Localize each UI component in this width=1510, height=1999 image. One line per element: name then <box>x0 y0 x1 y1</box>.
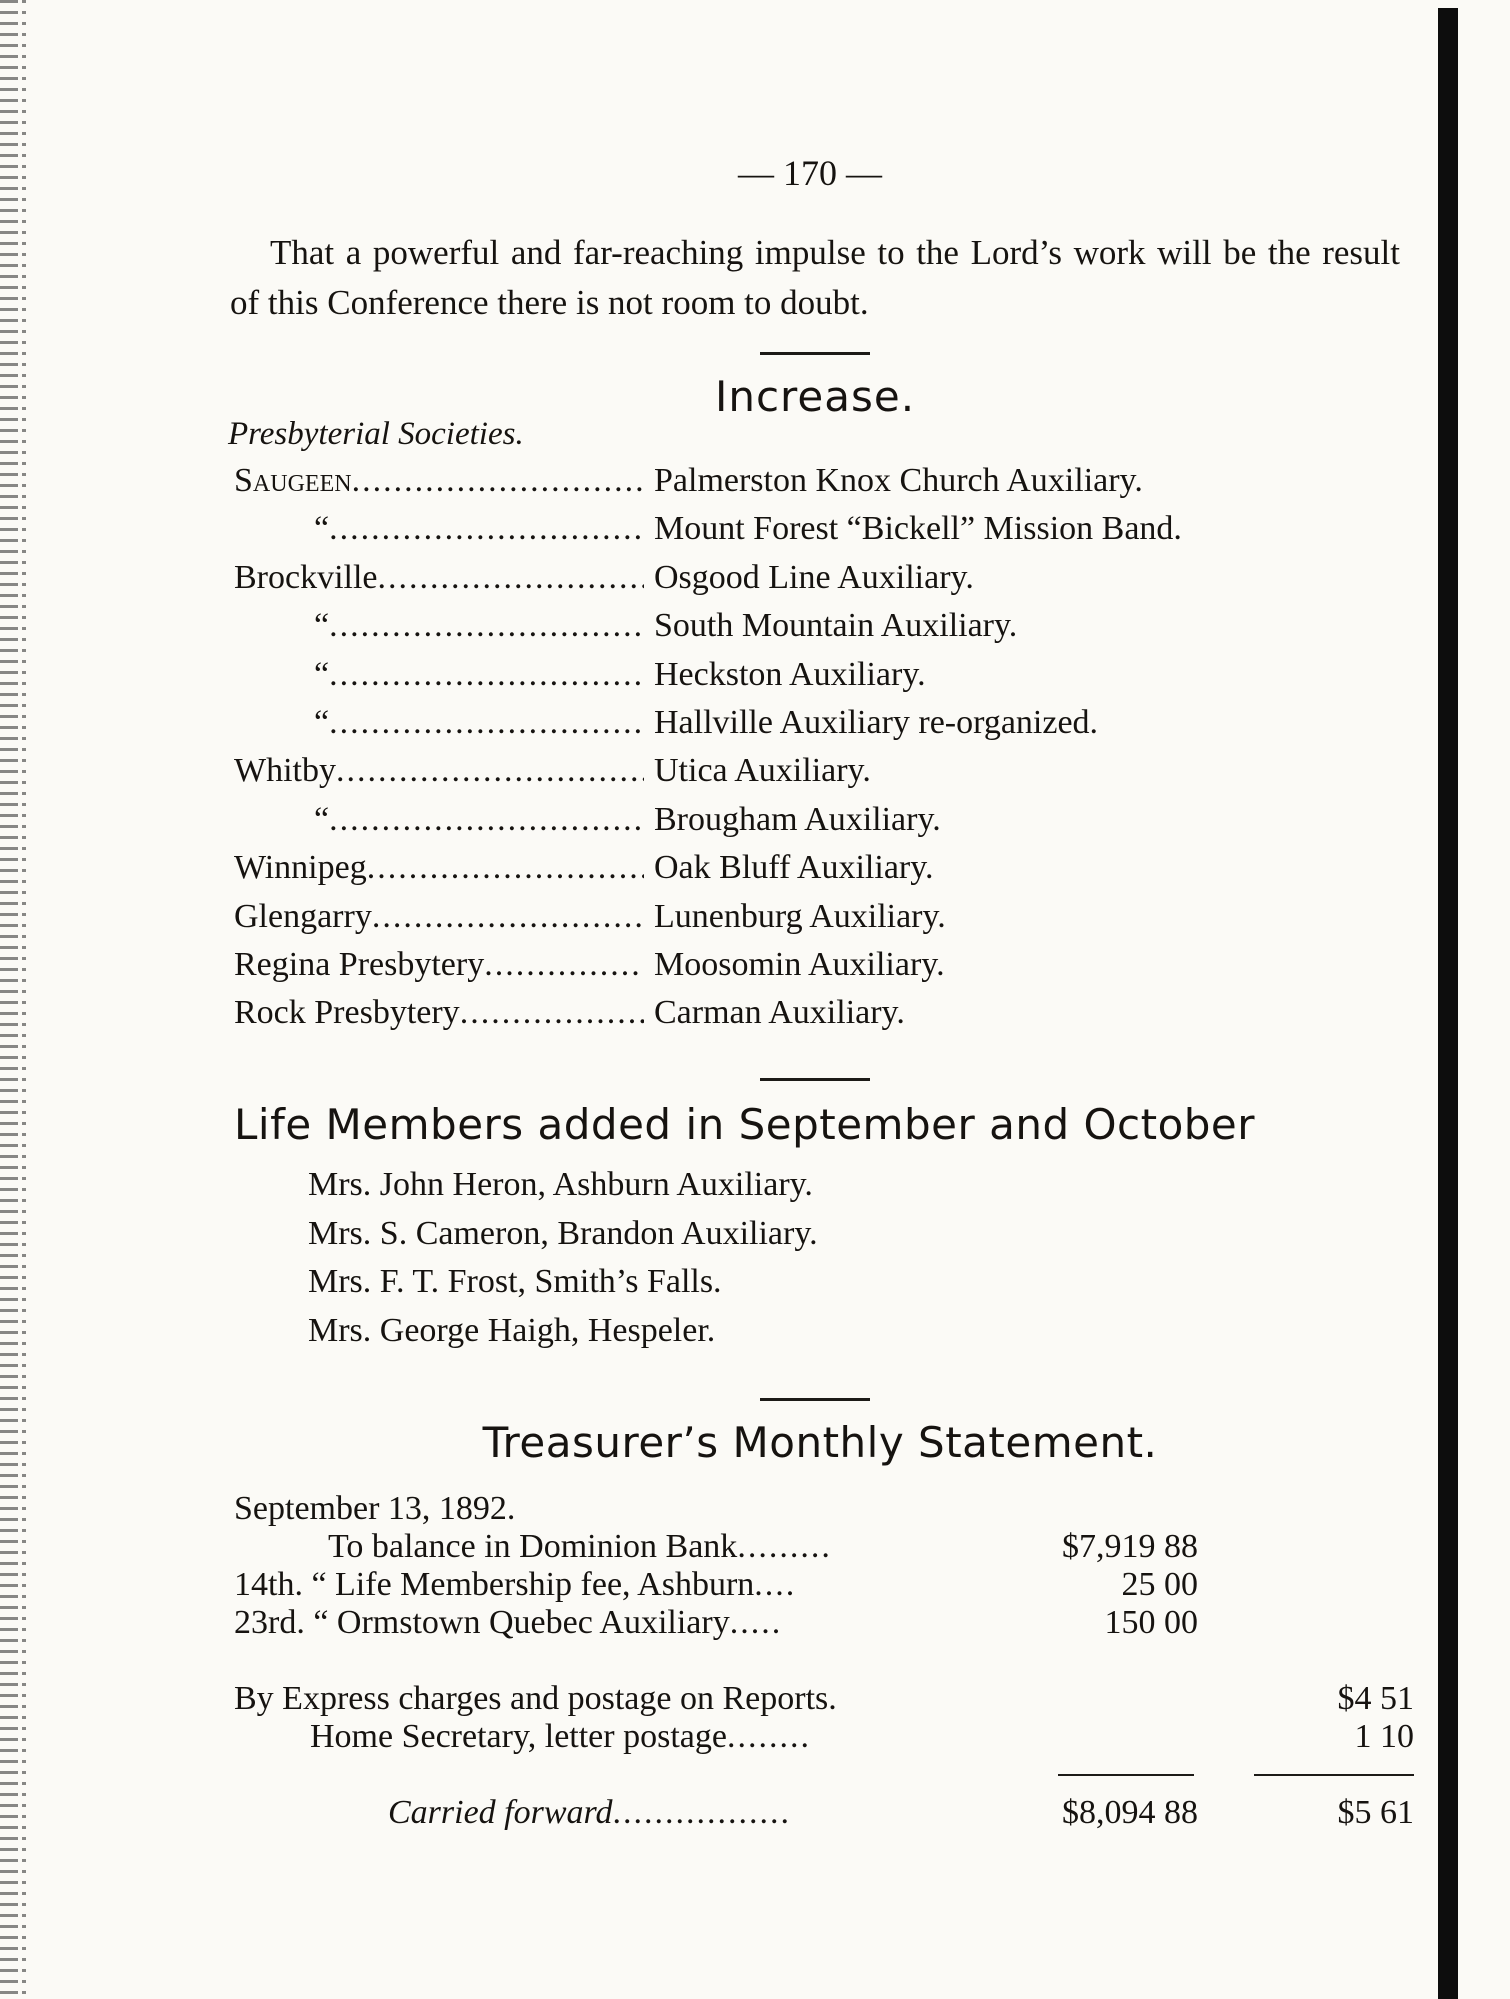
society-row <box>234 994 1414 1042</box>
auxiliary-name: Oak Bluff Auxiliary. <box>654 849 934 887</box>
dot-leader <box>367 849 644 887</box>
sum-rule <box>1058 1774 1194 1776</box>
society-row <box>234 752 1414 800</box>
life-members-list <box>308 1166 818 1360</box>
statement-date: September 13, 1892. <box>234 1490 516 1527</box>
sum-rule <box>1254 1774 1414 1776</box>
dot-leader <box>329 704 644 742</box>
intro-paragraph: That a powerful and far-reaching impulse to the Lord’s work will be the result of this Conference there is not room to doubt. <box>230 233 1400 322</box>
auxiliary-name: Heckston Auxiliary. <box>654 655 926 693</box>
presbytery-name: Brockville <box>234 558 378 596</box>
expenditure-amount: 1 10 <box>1354 1718 1414 1755</box>
society-row <box>234 656 1414 704</box>
presbytery-name: Winnipeg <box>234 849 367 887</box>
receipt-label: To balance in Dominion Bank ......... <box>328 1528 832 1565</box>
receipt-label: 14th. “ Life Membership fee, Ashburn .... <box>234 1566 797 1603</box>
auxiliary-name: South Mountain Auxiliary. <box>654 607 1018 645</box>
dot-leader <box>378 559 644 597</box>
presbytery-name: “ <box>314 510 330 548</box>
receipt-amount: 25 00 <box>1121 1566 1198 1603</box>
auxiliary-name: Lunenburg Auxiliary. <box>654 897 946 935</box>
receipt-label: 23rd. “ Ormstown Quebec Auxiliary ..... <box>234 1604 783 1641</box>
society-row <box>234 801 1414 849</box>
auxiliary-name: Mount Forest “Bickell” Mission Band. <box>654 510 1182 548</box>
page-number: — 170 — <box>738 153 882 193</box>
society-row <box>234 704 1414 752</box>
society-row <box>234 559 1414 607</box>
life-member-item: Mrs. George Haigh, Hespeler. <box>308 1311 716 1349</box>
section-divider <box>760 1398 870 1401</box>
presbytery-name: “ <box>314 800 330 838</box>
dot-leader <box>372 898 644 936</box>
society-row <box>234 462 1414 510</box>
carried-forward-label: Carried forward ................. <box>388 1794 792 1831</box>
auxiliary-name: Palmerston Knox Church Auxiliary. <box>654 462 1143 499</box>
life-member-item: Mrs. F. T. Frost, Smith’s Falls. <box>308 1263 722 1300</box>
presbytery-name: Saugeen <box>234 462 352 499</box>
increase-list <box>234 462 1414 1043</box>
presbytery-name: Glengarry <box>234 897 372 935</box>
auxiliary-name: Hallville Auxiliary re-organized. <box>654 703 1099 741</box>
increase-heading: Increase. <box>714 372 916 421</box>
life-members-heading: Life Members added in September and October <box>234 1100 1256 1149</box>
auxiliary-name: Carman Auxiliary. <box>654 994 905 1032</box>
ledger-receipt-row <box>234 1528 1414 1566</box>
society-row <box>234 510 1414 558</box>
dot-leader <box>336 752 644 790</box>
dot-leader <box>484 946 644 984</box>
dot-leader <box>329 510 644 548</box>
society-row <box>234 898 1414 946</box>
dot-leader <box>352 462 644 500</box>
expenditure-amount: $4 51 <box>1337 1680 1414 1717</box>
presbytery-name: “ <box>314 607 330 645</box>
expenditure-label: Home Secretary, letter postage ........ <box>310 1718 811 1755</box>
carried-forward-receipts: $8,094 88 <box>1062 1794 1198 1831</box>
presbytery-name: Rock Presbytery <box>234 994 460 1032</box>
society-row <box>234 946 1414 994</box>
life-member-item: Mrs. John Heron, Ashburn Auxiliary. <box>308 1166 813 1203</box>
dot-leader <box>329 607 644 645</box>
ledger-date-row <box>234 1490 1414 1528</box>
receipt-amount: 150 00 <box>1104 1604 1198 1641</box>
dot-leader <box>329 801 644 839</box>
auxiliary-name: Brougham Auxiliary. <box>654 800 941 838</box>
auxiliary-name: Moosomin Auxiliary. <box>654 945 945 983</box>
carried-forward-row <box>234 1794 1414 1832</box>
carried-forward-expenditures: $5 61 <box>1337 1794 1414 1831</box>
dot-leader <box>329 656 644 694</box>
presbytery-name: “ <box>314 655 330 693</box>
ledger-expenditure-row <box>234 1718 1414 1756</box>
auxiliary-name: Utica Auxiliary. <box>654 752 871 790</box>
ledger-receipt-row <box>234 1604 1414 1642</box>
presbyterial-subheading: Presbyterial Societies. <box>228 416 524 452</box>
dot-leader <box>460 994 644 1032</box>
treasurer-heading: Treasurer’s Monthly Statement. <box>482 1418 1158 1467</box>
section-divider <box>760 352 870 355</box>
society-row <box>234 849 1414 897</box>
expenditure-label: By Express charges and postage on Reports. <box>234 1680 837 1717</box>
ledger-expenditure-row <box>234 1680 1414 1718</box>
ledger-receipt-row <box>234 1566 1414 1604</box>
presbytery-name: “ <box>314 703 330 741</box>
presbytery-name: Regina Presbytery <box>234 945 485 983</box>
receipt-amount: $7,919 88 <box>1062 1528 1198 1565</box>
presbytery-name: Whitby <box>234 752 336 790</box>
auxiliary-name: Osgood Line Auxiliary. <box>654 558 974 596</box>
section-divider <box>760 1078 870 1081</box>
society-row <box>234 607 1414 655</box>
life-member-item: Mrs. S. Cameron, Brandon Auxiliary. <box>308 1214 818 1252</box>
